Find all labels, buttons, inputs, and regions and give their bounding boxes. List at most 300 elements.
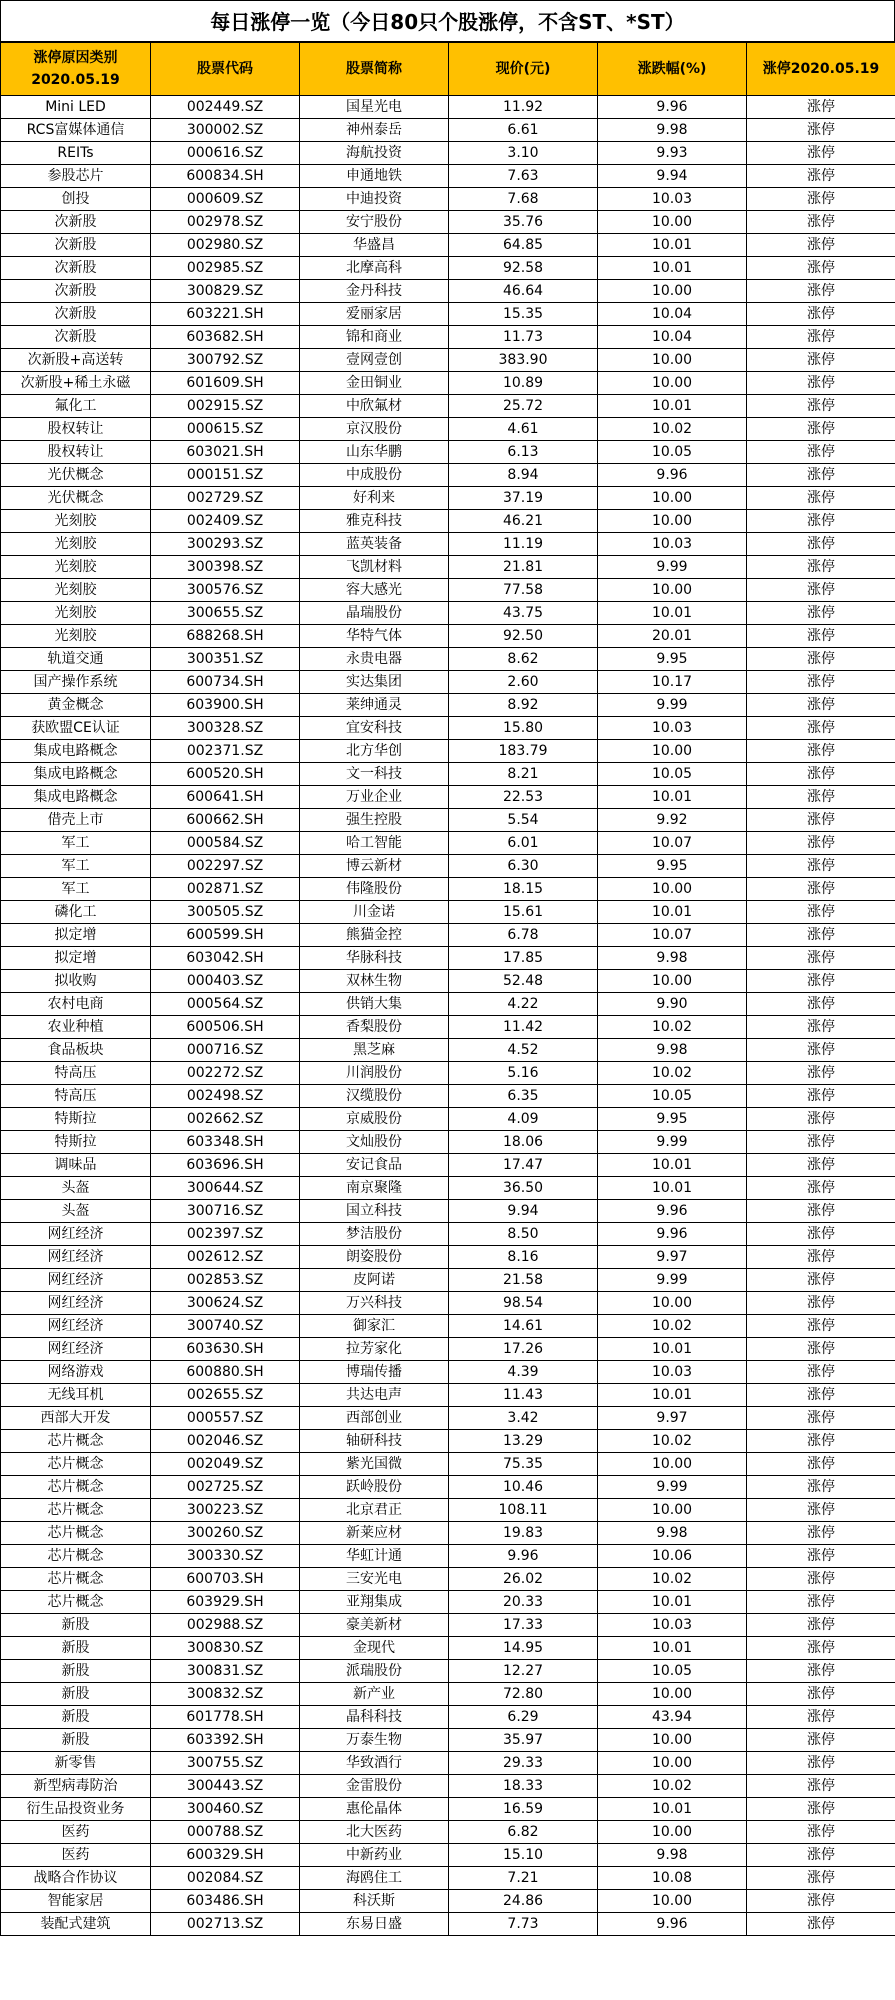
cell-limit-status: 涨停 (747, 1545, 895, 1568)
cell-price: 6.61 (449, 119, 598, 142)
cell-reason: 特斯拉 (1, 1131, 151, 1154)
table-row (1, 510, 895, 533)
cell-stock-name: 爱丽家居 (300, 303, 449, 326)
cell-stock-code: 600662.SH (151, 809, 300, 832)
table-row (1, 1384, 895, 1407)
cell-limit-status: 涨停 (747, 395, 895, 418)
cell-price: 6.01 (449, 832, 598, 855)
cell-change-pct: 10.00 (598, 878, 747, 901)
cell-price: 15.10 (449, 1844, 598, 1867)
cell-stock-name: 北京君正 (300, 1499, 449, 1522)
cell-limit-status: 涨停 (747, 257, 895, 280)
cell-reason: 新型病毒防治 (1, 1775, 151, 1798)
cell-stock-name: 中新药业 (300, 1844, 449, 1867)
cell-stock-code: 300330.SZ (151, 1545, 300, 1568)
table-row (1, 1913, 895, 1936)
cell-change-pct: 9.94 (598, 165, 747, 188)
cell-limit-status: 涨停 (747, 1154, 895, 1177)
cell-price: 11.42 (449, 1016, 598, 1039)
cell-change-pct: 9.95 (598, 855, 747, 878)
cell-reason: 农村电商 (1, 993, 151, 1016)
cell-change-pct: 10.00 (598, 740, 747, 763)
cell-change-pct: 10.02 (598, 1430, 747, 1453)
cell-price: 11.73 (449, 326, 598, 349)
cell-reason: 次新股 (1, 257, 151, 280)
cell-limit-status: 涨停 (747, 1660, 895, 1683)
table-row (1, 694, 895, 717)
cell-stock-code: 603392.SH (151, 1729, 300, 1752)
cell-limit-status: 涨停 (747, 671, 895, 694)
cell-stock-code: 000609.SZ (151, 188, 300, 211)
cell-price: 10.89 (449, 372, 598, 395)
cell-limit-status: 涨停 (747, 1085, 895, 1108)
cell-stock-name: 金现代 (300, 1637, 449, 1660)
cell-stock-name: 皮阿诺 (300, 1269, 449, 1292)
cell-stock-code: 300443.SZ (151, 1775, 300, 1798)
cell-reason: 医药 (1, 1844, 151, 1867)
cell-stock-code: 002655.SZ (151, 1384, 300, 1407)
cell-stock-code: 300792.SZ (151, 349, 300, 372)
cell-price: 98.54 (449, 1292, 598, 1315)
cell-stock-code: 002915.SZ (151, 395, 300, 418)
cell-price: 183.79 (449, 740, 598, 763)
table-row (1, 1752, 895, 1775)
table-row (1, 96, 895, 119)
cell-reason: 次新股+稀土永磁 (1, 372, 151, 395)
cell-stock-name: 金雷股份 (300, 1775, 449, 1798)
cell-limit-status: 涨停 (747, 96, 895, 119)
cell-stock-code: 002449.SZ (151, 96, 300, 119)
cell-limit-status: 涨停 (747, 1108, 895, 1131)
cell-stock-name: 新产业 (300, 1683, 449, 1706)
cell-change-pct: 10.00 (598, 1683, 747, 1706)
cell-reason: 调味品 (1, 1154, 151, 1177)
cell-change-pct: 10.05 (598, 763, 747, 786)
cell-stock-code: 000151.SZ (151, 464, 300, 487)
table-row (1, 1131, 895, 1154)
cell-limit-status: 涨停 (747, 694, 895, 717)
cell-price: 92.50 (449, 625, 598, 648)
cell-stock-code: 300505.SZ (151, 901, 300, 924)
cell-reason: 无线耳机 (1, 1384, 151, 1407)
cell-reason: 光刻胶 (1, 579, 151, 602)
cell-reason: 光刻胶 (1, 602, 151, 625)
cell-stock-name: 熊猫金控 (300, 924, 449, 947)
table-row (1, 717, 895, 740)
cell-limit-status: 涨停 (747, 1637, 895, 1660)
cell-reason: 芯片概念 (1, 1499, 151, 1522)
cell-stock-name: 轴研科技 (300, 1430, 449, 1453)
cell-limit-status: 涨停 (747, 763, 895, 786)
cell-price: 12.27 (449, 1660, 598, 1683)
cell-stock-code: 002046.SZ (151, 1430, 300, 1453)
cell-stock-name: 双林生物 (300, 970, 449, 993)
cell-reason: 次新股+高送转 (1, 349, 151, 372)
cell-stock-name: 海鸥住工 (300, 1867, 449, 1890)
cell-change-pct: 10.01 (598, 1591, 747, 1614)
table-row (1, 303, 895, 326)
table-row (1, 257, 895, 280)
cell-reason: RCS富媒体通信 (1, 119, 151, 142)
cell-limit-status: 涨停 (747, 1844, 895, 1867)
cell-change-pct: 10.03 (598, 717, 747, 740)
cell-stock-code: 603486.SH (151, 1890, 300, 1913)
cell-reason: 新股 (1, 1706, 151, 1729)
cell-stock-code: 300644.SZ (151, 1177, 300, 1200)
cell-reason: 氟化工 (1, 395, 151, 418)
cell-price: 15.80 (449, 717, 598, 740)
cell-reason: 网络游戏 (1, 1361, 151, 1384)
table-row (1, 464, 895, 487)
cell-reason: 光伏概念 (1, 464, 151, 487)
table-row (1, 1798, 895, 1821)
cell-stock-code: 300223.SZ (151, 1499, 300, 1522)
cell-stock-code: 002498.SZ (151, 1085, 300, 1108)
cell-reason: 拟定增 (1, 947, 151, 970)
cell-limit-status: 涨停 (747, 441, 895, 464)
table-row (1, 1407, 895, 1430)
cell-change-pct: 10.00 (598, 1752, 747, 1775)
table-row (1, 556, 895, 579)
cell-change-pct: 10.01 (598, 1177, 747, 1200)
cell-stock-code: 002371.SZ (151, 740, 300, 763)
cell-change-pct: 10.00 (598, 579, 747, 602)
cell-reason: 农业种植 (1, 1016, 151, 1039)
cell-limit-status: 涨停 (747, 832, 895, 855)
sheet-title: 每日涨停一览（今日80只个股涨停，不含ST、*ST） (0, 0, 895, 42)
cell-change-pct: 10.00 (598, 280, 747, 303)
table-row (1, 1614, 895, 1637)
cell-limit-status: 涨停 (747, 142, 895, 165)
cell-change-pct: 10.03 (598, 533, 747, 556)
cell-limit-status: 涨停 (747, 1591, 895, 1614)
cell-stock-code: 600734.SH (151, 671, 300, 694)
cell-change-pct: 9.96 (598, 1913, 747, 1936)
cell-price: 4.61 (449, 418, 598, 441)
cell-stock-code: 000615.SZ (151, 418, 300, 441)
cell-stock-code: 000564.SZ (151, 993, 300, 1016)
cell-price: 11.19 (449, 533, 598, 556)
cell-stock-name: 御家汇 (300, 1315, 449, 1338)
table-row (1, 740, 895, 763)
table-row (1, 924, 895, 947)
cell-reason: 集成电路概念 (1, 786, 151, 809)
cell-stock-name: 万泰生物 (300, 1729, 449, 1752)
cell-stock-code: 300716.SZ (151, 1200, 300, 1223)
cell-change-pct: 10.00 (598, 372, 747, 395)
cell-stock-code: 002272.SZ (151, 1062, 300, 1085)
cell-change-pct: 9.98 (598, 1039, 747, 1062)
cell-stock-code: 002988.SZ (151, 1614, 300, 1637)
header-change-pct: 涨跌幅(%) (598, 43, 747, 96)
cell-limit-status: 涨停 (747, 165, 895, 188)
table-row (1, 1821, 895, 1844)
table-row (1, 533, 895, 556)
cell-stock-name: 永贵电器 (300, 648, 449, 671)
cell-stock-name: 华特气体 (300, 625, 449, 648)
cell-stock-name: 北方华创 (300, 740, 449, 763)
table-row (1, 142, 895, 165)
cell-change-pct: 9.96 (598, 1223, 747, 1246)
cell-change-pct: 10.05 (598, 441, 747, 464)
cell-reason: 头盔 (1, 1200, 151, 1223)
cell-change-pct: 10.01 (598, 1154, 747, 1177)
cell-price: 15.35 (449, 303, 598, 326)
cell-stock-name: 南京聚隆 (300, 1177, 449, 1200)
table-row (1, 1292, 895, 1315)
cell-stock-name: 紫光国微 (300, 1453, 449, 1476)
cell-stock-code: 000557.SZ (151, 1407, 300, 1430)
cell-stock-name: 北大医药 (300, 1821, 449, 1844)
cell-limit-status: 涨停 (747, 579, 895, 602)
cell-stock-name: 文一科技 (300, 763, 449, 786)
cell-reason: 装配式建筑 (1, 1913, 151, 1936)
cell-stock-code: 002409.SZ (151, 510, 300, 533)
table-row (1, 1016, 895, 1039)
cell-limit-status: 涨停 (747, 1269, 895, 1292)
cell-price: 8.62 (449, 648, 598, 671)
cell-reason: 军工 (1, 878, 151, 901)
table-row (1, 1683, 895, 1706)
cell-reason: 国产操作系统 (1, 671, 151, 694)
cell-reason: 新股 (1, 1729, 151, 1752)
cell-price: 64.85 (449, 234, 598, 257)
cell-stock-name: 中成股份 (300, 464, 449, 487)
table-row (1, 579, 895, 602)
cell-reason: 特斯拉 (1, 1108, 151, 1131)
cell-limit-status: 涨停 (747, 1407, 895, 1430)
cell-price: 37.19 (449, 487, 598, 510)
cell-change-pct: 10.01 (598, 234, 747, 257)
table-row (1, 349, 895, 372)
cell-change-pct: 10.01 (598, 602, 747, 625)
cell-stock-code: 603696.SH (151, 1154, 300, 1177)
cell-limit-status: 涨停 (747, 372, 895, 395)
cell-reason: 头盔 (1, 1177, 151, 1200)
table-row (1, 878, 895, 901)
cell-reason: 次新股 (1, 326, 151, 349)
cell-stock-name: 金田铜业 (300, 372, 449, 395)
cell-price: 43.75 (449, 602, 598, 625)
cell-change-pct: 9.99 (598, 1131, 747, 1154)
table-row (1, 326, 895, 349)
cell-reason: 新股 (1, 1614, 151, 1637)
cell-reason: 芯片概念 (1, 1522, 151, 1545)
table-row (1, 1545, 895, 1568)
table-row (1, 234, 895, 257)
cell-stock-name: 豪美新材 (300, 1614, 449, 1637)
cell-limit-status: 涨停 (747, 464, 895, 487)
cell-change-pct: 9.98 (598, 1844, 747, 1867)
cell-price: 18.06 (449, 1131, 598, 1154)
cell-stock-name: 博瑞传播 (300, 1361, 449, 1384)
table-row (1, 786, 895, 809)
cell-stock-name: 容大感光 (300, 579, 449, 602)
table-row (1, 602, 895, 625)
cell-limit-status: 涨停 (747, 1522, 895, 1545)
cell-price: 46.21 (449, 510, 598, 533)
cell-change-pct: 9.90 (598, 993, 747, 1016)
table-row (1, 487, 895, 510)
cell-reason: 次新股 (1, 303, 151, 326)
cell-change-pct: 10.02 (598, 1315, 747, 1338)
cell-price: 72.80 (449, 1683, 598, 1706)
cell-limit-status: 涨停 (747, 326, 895, 349)
cell-stock-name: 梦洁股份 (300, 1223, 449, 1246)
cell-change-pct: 10.17 (598, 671, 747, 694)
table-row (1, 1522, 895, 1545)
cell-change-pct: 10.00 (598, 1821, 747, 1844)
cell-price: 35.76 (449, 211, 598, 234)
table-row (1, 1246, 895, 1269)
cell-stock-name: 科沃斯 (300, 1890, 449, 1913)
cell-change-pct: 10.01 (598, 786, 747, 809)
cell-stock-name: 中欣氟材 (300, 395, 449, 418)
cell-stock-code: 002871.SZ (151, 878, 300, 901)
cell-stock-code: 601778.SH (151, 1706, 300, 1729)
cell-reason: 光刻胶 (1, 533, 151, 556)
limit-up-table (0, 42, 895, 1936)
cell-limit-status: 涨停 (747, 993, 895, 1016)
cell-reason: 次新股 (1, 211, 151, 234)
table-row (1, 1200, 895, 1223)
cell-limit-status: 涨停 (747, 1177, 895, 1200)
cell-reason: 拟定增 (1, 924, 151, 947)
cell-stock-code: 603021.SH (151, 441, 300, 464)
cell-price: 8.50 (449, 1223, 598, 1246)
cell-limit-status: 涨停 (747, 211, 895, 234)
cell-limit-status: 涨停 (747, 1729, 895, 1752)
cell-reason: 网红经济 (1, 1246, 151, 1269)
cell-stock-name: 惠伦晶体 (300, 1798, 449, 1821)
cell-price: 11.92 (449, 96, 598, 119)
cell-change-pct: 43.94 (598, 1706, 747, 1729)
cell-change-pct: 10.01 (598, 901, 747, 924)
cell-change-pct: 9.95 (598, 648, 747, 671)
cell-limit-status: 涨停 (747, 303, 895, 326)
table-row (1, 1706, 895, 1729)
cell-price: 17.85 (449, 947, 598, 970)
cell-stock-code: 600329.SH (151, 1844, 300, 1867)
cell-change-pct: 20.01 (598, 625, 747, 648)
cell-stock-code: 000584.SZ (151, 832, 300, 855)
cell-stock-name: 朗姿股份 (300, 1246, 449, 1269)
cell-change-pct: 10.00 (598, 211, 747, 234)
cell-limit-status: 涨停 (747, 1752, 895, 1775)
table-row (1, 395, 895, 418)
cell-stock-name: 晶科科技 (300, 1706, 449, 1729)
cell-stock-name: 博云新材 (300, 855, 449, 878)
cell-price: 75.35 (449, 1453, 598, 1476)
cell-stock-code: 002713.SZ (151, 1913, 300, 1936)
cell-stock-name: 川润股份 (300, 1062, 449, 1085)
table-row (1, 211, 895, 234)
cell-reason: 芯片概念 (1, 1591, 151, 1614)
table-row (1, 947, 895, 970)
cell-change-pct: 9.98 (598, 119, 747, 142)
table-row (1, 441, 895, 464)
cell-reason: 创投 (1, 188, 151, 211)
cell-stock-name: 文灿股份 (300, 1131, 449, 1154)
cell-limit-status: 涨停 (747, 1821, 895, 1844)
cell-stock-code: 300755.SZ (151, 1752, 300, 1775)
table-body (1, 96, 895, 1936)
cell-limit-status: 涨停 (747, 119, 895, 142)
cell-stock-name: 好利来 (300, 487, 449, 510)
cell-stock-code: 002397.SZ (151, 1223, 300, 1246)
cell-price: 14.61 (449, 1315, 598, 1338)
cell-stock-code: 002725.SZ (151, 1476, 300, 1499)
cell-stock-code: 300832.SZ (151, 1683, 300, 1706)
cell-price: 4.09 (449, 1108, 598, 1131)
cell-reason: 医药 (1, 1821, 151, 1844)
cell-limit-status: 涨停 (747, 1062, 895, 1085)
cell-limit-status: 涨停 (747, 1430, 895, 1453)
cell-price: 16.59 (449, 1798, 598, 1821)
cell-price: 21.81 (449, 556, 598, 579)
cell-price: 26.02 (449, 1568, 598, 1591)
cell-stock-name: 雅克科技 (300, 510, 449, 533)
cell-limit-status: 涨停 (747, 855, 895, 878)
cell-change-pct: 10.07 (598, 832, 747, 855)
cell-reason: 光伏概念 (1, 487, 151, 510)
cell-price: 8.94 (449, 464, 598, 487)
table-row (1, 119, 895, 142)
cell-price: 6.78 (449, 924, 598, 947)
cell-price: 7.68 (449, 188, 598, 211)
cell-reason: 黄金概念 (1, 694, 151, 717)
cell-price: 4.22 (449, 993, 598, 1016)
cell-limit-status: 涨停 (747, 1384, 895, 1407)
cell-stock-name: 川金诺 (300, 901, 449, 924)
cell-limit-status: 涨停 (747, 1315, 895, 1338)
cell-limit-status: 涨停 (747, 1016, 895, 1039)
cell-stock-name: 黑芝麻 (300, 1039, 449, 1062)
cell-stock-code: 002980.SZ (151, 234, 300, 257)
table-row (1, 1568, 895, 1591)
table-row (1, 1223, 895, 1246)
table-row (1, 1039, 895, 1062)
cell-price: 2.60 (449, 671, 598, 694)
cell-stock-code: 300829.SZ (151, 280, 300, 303)
cell-reason: 芯片概念 (1, 1476, 151, 1499)
cell-limit-status: 涨停 (747, 602, 895, 625)
cell-reason: 股权转让 (1, 441, 151, 464)
cell-stock-code: 002985.SZ (151, 257, 300, 280)
table-row (1, 1269, 895, 1292)
cell-stock-code: 603682.SH (151, 326, 300, 349)
cell-reason: 光刻胶 (1, 510, 151, 533)
cell-price: 6.82 (449, 1821, 598, 1844)
cell-reason: REITs (1, 142, 151, 165)
cell-limit-status: 涨停 (747, 556, 895, 579)
cell-change-pct: 9.96 (598, 1200, 747, 1223)
cell-stock-code: 000788.SZ (151, 1821, 300, 1844)
cell-stock-code: 002853.SZ (151, 1269, 300, 1292)
cell-stock-name: 蓝英装备 (300, 533, 449, 556)
table-row (1, 1430, 895, 1453)
cell-limit-status: 涨停 (747, 1568, 895, 1591)
cell-stock-name: 金丹科技 (300, 280, 449, 303)
cell-stock-name: 锦和商业 (300, 326, 449, 349)
cell-stock-name: 万业企业 (300, 786, 449, 809)
cell-change-pct: 10.02 (598, 1775, 747, 1798)
cell-change-pct: 9.95 (598, 1108, 747, 1131)
cell-stock-code: 300328.SZ (151, 717, 300, 740)
cell-stock-code: 603042.SH (151, 947, 300, 970)
cell-price: 29.33 (449, 1752, 598, 1775)
cell-reason: 轨道交通 (1, 648, 151, 671)
